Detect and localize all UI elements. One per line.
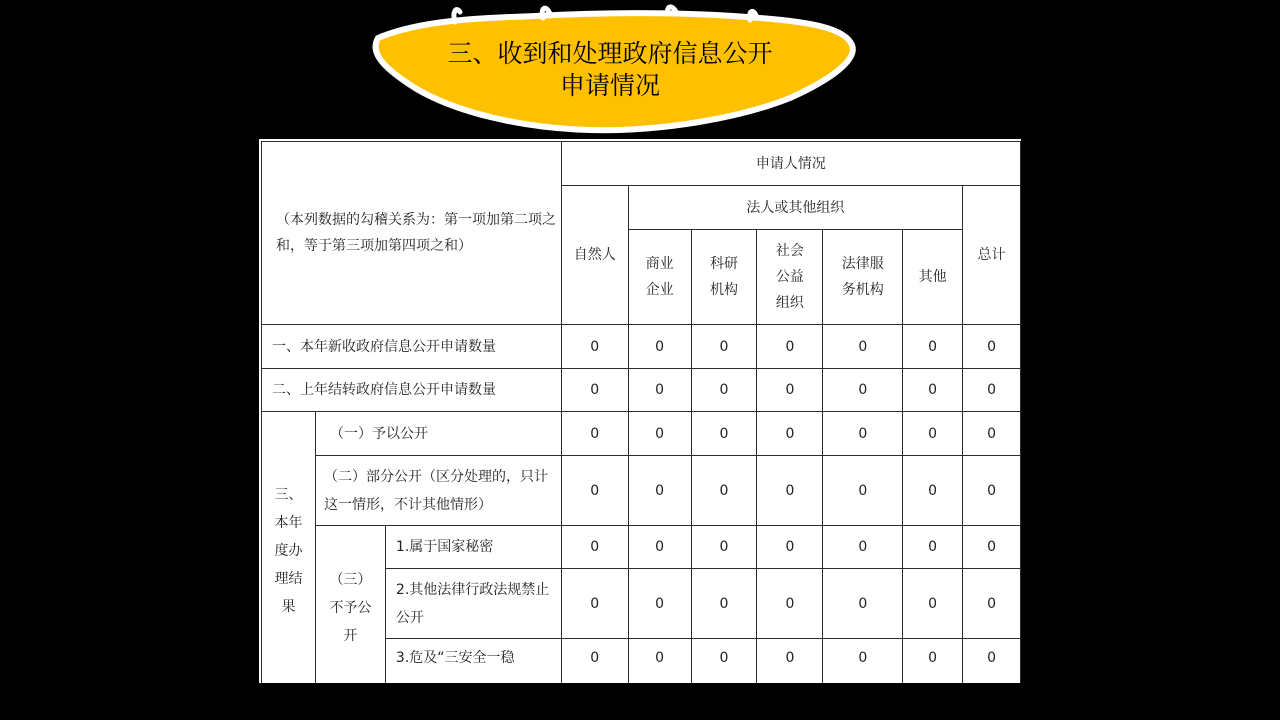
header-sub-business: 商业企业 xyxy=(628,230,691,325)
row-label: 1.属于国家秘密 xyxy=(385,526,561,569)
cell: 0 xyxy=(561,325,628,369)
slide-title xyxy=(360,38,860,102)
cell: 0 xyxy=(757,526,823,569)
title-banner xyxy=(360,0,860,140)
cell: 0 xyxy=(903,639,963,684)
cell: 0 xyxy=(628,412,691,456)
cell: 0 xyxy=(757,639,823,684)
cell: 0 xyxy=(628,325,691,369)
cell: 0 xyxy=(691,526,757,569)
cell: 0 xyxy=(903,369,963,412)
cell: 0 xyxy=(903,526,963,569)
row-group-label: 三、本年度办理结果 xyxy=(262,412,316,684)
cell: 0 xyxy=(963,526,1021,569)
cell: 0 xyxy=(691,325,757,369)
info-disclosure-table xyxy=(261,141,1021,683)
cell: 0 xyxy=(963,639,1021,684)
table-row xyxy=(262,526,1021,569)
cell: 0 xyxy=(561,569,628,639)
cell: 0 xyxy=(561,412,628,456)
row-label: 二、上年结转政府信息公开申请数量 xyxy=(262,369,562,412)
header-sub-legal: 法律服务机构 xyxy=(823,230,903,325)
cell: 0 xyxy=(903,412,963,456)
cell: 0 xyxy=(757,412,823,456)
note-text: （本列数据的勾稽关系为：第一项加第二项之和，等于第三项加第四项之和） xyxy=(276,212,556,254)
cell: 0 xyxy=(903,325,963,369)
header-applicant: 申请人情况 xyxy=(561,142,1020,186)
header-sub-public: 社会公益组织 xyxy=(757,230,823,325)
cell: 0 xyxy=(691,412,757,456)
cell: 0 xyxy=(903,456,963,526)
row-subgroup-label: （三）不予公开 xyxy=(315,526,385,684)
slide-title-line1: 三、收到和处理政府信息公开 xyxy=(447,39,773,68)
cell: 0 xyxy=(963,325,1021,369)
cell: 0 xyxy=(691,639,757,684)
header-sub-research: 科研机构 xyxy=(691,230,757,325)
header-legal: 法人或其他组织 xyxy=(628,186,962,230)
table-row xyxy=(262,412,1021,456)
cell: 0 xyxy=(823,456,903,526)
row-label: 2.其他法律行政法规禁止公开 xyxy=(385,569,561,639)
header-total: 总计 xyxy=(963,186,1021,325)
row-label: 3.危及“三安全一稳 xyxy=(385,639,561,684)
row-label: （二）部分公开（区分处理的，只计这一情形，不计其他情形） xyxy=(315,456,561,526)
cell: 0 xyxy=(691,369,757,412)
cell: 0 xyxy=(628,456,691,526)
cell: 0 xyxy=(963,412,1021,456)
cell: 0 xyxy=(628,526,691,569)
cell: 0 xyxy=(823,526,903,569)
cell: 0 xyxy=(561,456,628,526)
table-image xyxy=(259,139,1021,683)
row-label: （一）予以公开 xyxy=(315,412,561,456)
cell: 0 xyxy=(561,369,628,412)
cell: 0 xyxy=(691,569,757,639)
cell: 0 xyxy=(561,526,628,569)
note-cell xyxy=(262,142,562,325)
row-label: 一、本年新收政府信息公开申请数量 xyxy=(262,325,562,369)
cell: 0 xyxy=(561,639,628,684)
table-row xyxy=(262,456,1021,526)
cell: 0 xyxy=(757,325,823,369)
cell: 0 xyxy=(757,456,823,526)
cell: 0 xyxy=(963,456,1021,526)
cell: 0 xyxy=(757,369,823,412)
cell: 0 xyxy=(963,369,1021,412)
cell: 0 xyxy=(628,569,691,639)
cell: 0 xyxy=(823,569,903,639)
table-row xyxy=(262,369,1021,412)
cell: 0 xyxy=(823,639,903,684)
cell: 0 xyxy=(628,369,691,412)
header-sub-other: 其他 xyxy=(903,230,963,325)
cell: 0 xyxy=(903,569,963,639)
cell: 0 xyxy=(757,569,823,639)
cell: 0 xyxy=(963,569,1021,639)
cell: 0 xyxy=(691,456,757,526)
cell: 0 xyxy=(823,369,903,412)
cell: 0 xyxy=(823,325,903,369)
table-row xyxy=(262,325,1021,369)
cell: 0 xyxy=(823,412,903,456)
slide-title-line2: 申请情况 xyxy=(559,71,660,100)
header-natural: 自然人 xyxy=(561,186,628,325)
cell: 0 xyxy=(628,639,691,684)
